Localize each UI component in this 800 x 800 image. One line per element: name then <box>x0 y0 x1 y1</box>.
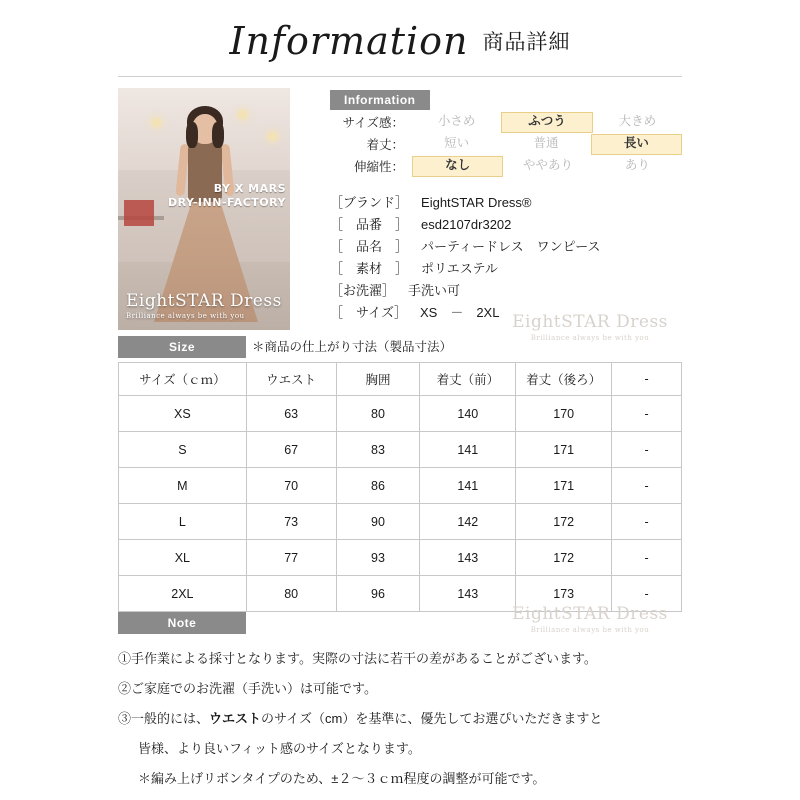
table-cell: 83 <box>336 432 420 468</box>
header-divider <box>118 76 682 77</box>
note-item-2: ②ご家庭でのお洗濯（手洗い）は可能です。 <box>118 681 377 696</box>
spec-row-wash <box>330 280 600 302</box>
table-row <box>119 396 682 432</box>
spec-key-size: ［ サイズ］ <box>330 305 407 320</box>
fit-option-size-large: 大きめ <box>618 113 657 128</box>
size-table-header-cell: サイズ（ｃｍ） <box>119 363 247 396</box>
photo-sign-line2: DRY-INN-FACTORY <box>167 195 286 209</box>
lamp-icon <box>238 110 247 119</box>
spec-value-code: esd2107dr3202 <box>421 217 512 232</box>
table-cell: - <box>612 432 682 468</box>
spec-value-material: ポリエステル <box>421 261 498 276</box>
fit-rating-table <box>330 112 682 178</box>
table-cell: 143 <box>420 576 516 612</box>
table-cell: 141 <box>420 432 516 468</box>
fit-row-stretch-label: 伸縮性： <box>353 160 404 174</box>
table-cell: 67 <box>246 432 336 468</box>
size-badge: Size <box>118 336 246 358</box>
watermark-brand-text: EightSTAR Dress <box>512 604 668 624</box>
table-cell: 63 <box>246 396 336 432</box>
table-cell: - <box>612 468 682 504</box>
lamp-icon <box>268 132 277 141</box>
table-cell: XS <box>119 396 247 432</box>
product-photo <box>118 88 290 330</box>
page-title-jp: 商品詳細 <box>482 31 571 54</box>
table-cell: 93 <box>336 540 420 576</box>
model-hair-right <box>212 122 224 148</box>
note-item-3-emphasis: ウエスト <box>209 711 262 726</box>
table-cell: - <box>612 576 682 612</box>
note-list <box>118 644 688 794</box>
fit-option-length-normal: 普通 <box>533 135 559 150</box>
table-cell: 172 <box>516 540 612 576</box>
photo-sign-line1: BY X MARS <box>213 182 286 195</box>
lamp-icon <box>152 118 161 127</box>
table-cell: S <box>119 432 247 468</box>
photo-red-object <box>124 200 154 226</box>
table-cell: - <box>612 504 682 540</box>
fit-row-size <box>330 112 682 132</box>
product-spec-list <box>330 192 600 324</box>
table-cell: 2XL <box>119 576 247 612</box>
note-item-3-line2: 皆様、より良いフィット感のサイズとなります。 <box>138 741 421 756</box>
table-row <box>119 468 682 504</box>
table-cell: 171 <box>516 468 612 504</box>
fit-option-stretch-yes: あり <box>624 157 650 172</box>
fit-option-stretch-none: なし <box>412 156 503 177</box>
watermark-tagline-text: Brilliance always be with you <box>530 626 650 634</box>
table-cell: 171 <box>516 432 612 468</box>
size-note: ＊商品の仕上がり寸法（製品寸法） <box>252 340 453 354</box>
spec-key-material: ［ 素材 ］ <box>330 261 409 276</box>
table-cell: 70 <box>246 468 336 504</box>
note-item-1: ①手作業による採寸となります。実際の寸法に若干の差があることがございます。 <box>118 651 597 666</box>
watermark-brand-text: EightSTAR Dress <box>512 312 668 332</box>
note-badge: Note <box>118 612 246 634</box>
table-cell: - <box>612 540 682 576</box>
fit-option-size-normal: ふつう <box>501 112 592 133</box>
spec-row-name <box>330 236 600 258</box>
table-cell: 172 <box>516 504 612 540</box>
watermark-tagline-text: Brilliance always be with you <box>530 334 650 342</box>
page-title-en: Information <box>229 19 469 63</box>
spec-key-brand: ［ブランド］ <box>330 195 409 210</box>
table-cell: 80 <box>336 396 420 432</box>
spec-row-brand <box>330 192 600 214</box>
size-table-header-row <box>119 363 682 396</box>
table-cell: 143 <box>420 540 516 576</box>
fit-row-length <box>330 134 682 154</box>
spec-row-code <box>330 214 600 236</box>
spec-value-size: XS － 2XL <box>419 305 500 320</box>
photo-watermark-tagline: Brilliance always be with you <box>126 312 245 320</box>
table-cell: 86 <box>336 468 420 504</box>
photo-backdrop-sign <box>168 182 286 210</box>
spec-row-size <box>330 302 600 324</box>
fit-row-length-label: 着丈： <box>366 138 404 152</box>
note-item-3-prefix: ③一般的には、 <box>118 711 210 726</box>
table-row <box>119 576 682 612</box>
table-cell: 80 <box>246 576 336 612</box>
spec-value-brand: EightSTAR Dress® <box>421 195 532 210</box>
note-item-3-suffix: のサイズ（cm）を基準に、優先してお選ぴいただきますと <box>261 711 603 726</box>
table-cell: 90 <box>336 504 420 540</box>
information-badge: Information <box>330 90 430 110</box>
size-table-header-cell: 胸囲 <box>336 363 420 396</box>
size-table <box>118 362 682 612</box>
table-cell: - <box>612 396 682 432</box>
table-row <box>119 432 682 468</box>
spec-value-wash: 手洗い可 <box>408 283 461 298</box>
photo-watermark <box>126 291 282 320</box>
table-cell: 142 <box>420 504 516 540</box>
fit-row-stretch <box>330 156 682 176</box>
table-cell: 77 <box>246 540 336 576</box>
table-row <box>119 540 682 576</box>
table-cell: 141 <box>420 468 516 504</box>
table-row <box>119 504 682 540</box>
note-item-3 <box>118 704 688 734</box>
table-cell: 73 <box>246 504 336 540</box>
page-header <box>0 19 800 63</box>
size-table-header-cell: 着丈（前） <box>420 363 516 396</box>
table-cell: 140 <box>420 396 516 432</box>
table-cell: 170 <box>516 396 612 432</box>
spec-key-code: ［ 品番 ］ <box>330 217 409 232</box>
photo-watermark-brand: EightSTAR Dress <box>126 291 282 311</box>
spec-row-material <box>330 258 600 280</box>
table-cell: 173 <box>516 576 612 612</box>
spec-key-wash: ［お洗濯］ <box>330 283 396 298</box>
spec-value-name: パーティードレス ワンピース <box>421 239 601 254</box>
model-hair-left <box>186 122 198 148</box>
table-cell: XL <box>119 540 247 576</box>
table-cell: L <box>119 504 247 540</box>
size-table-header-cell: 着丈（後ろ） <box>516 363 612 396</box>
table-cell: 96 <box>336 576 420 612</box>
spec-key-name: ［ 品名 ］ <box>330 239 409 254</box>
note-item-4: ＊編み上げリボンタイプのため、±２～３ｃｍ程度の調整が可能です。 <box>138 771 546 786</box>
fit-option-length-short: 短い <box>444 135 470 150</box>
fit-row-size-label: サイズ感： <box>342 116 404 130</box>
fit-option-size-small: 小さめ <box>437 113 476 128</box>
size-table-header-cell: - <box>612 363 682 396</box>
table-cell: M <box>119 468 247 504</box>
size-table-header-cell: ウエスト <box>246 363 336 396</box>
fit-option-stretch-some: ややあり <box>522 157 573 172</box>
fit-option-length-long: 長い <box>591 134 682 155</box>
